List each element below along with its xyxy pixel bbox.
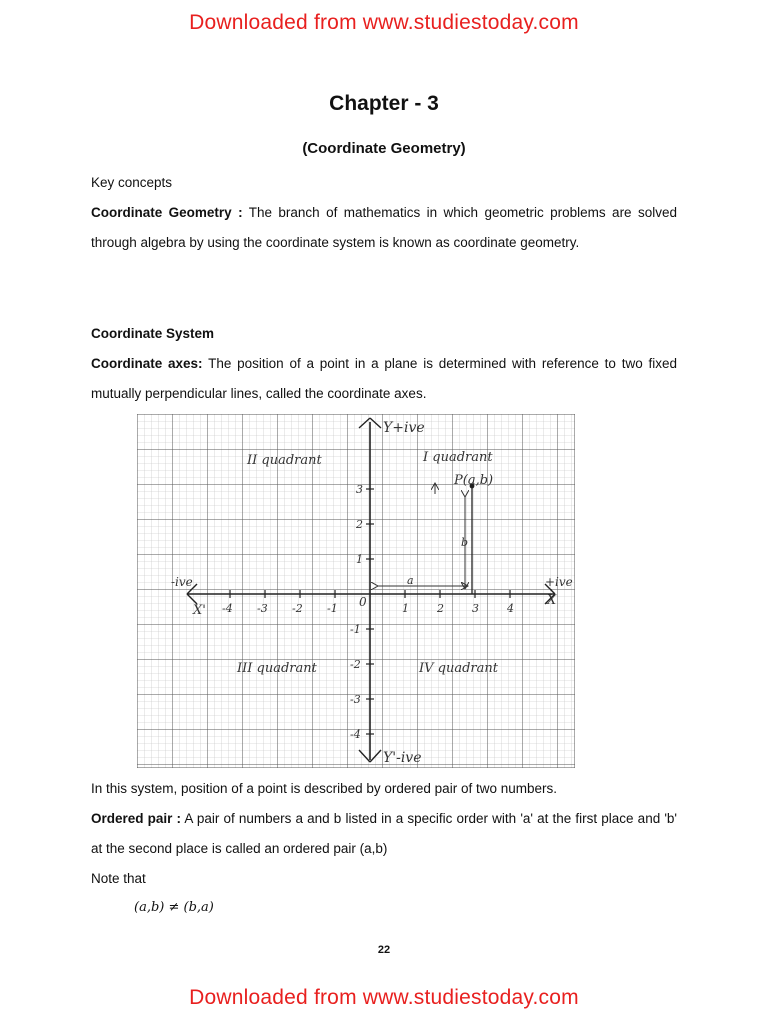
coordinate-graph-figure (137, 414, 575, 768)
quadrant-4-label: IV quadrant (419, 661, 498, 676)
download-banner-top[interactable]: Downloaded from www.studiestoday.com (189, 11, 579, 34)
quadrant-3-label: III quadrant (237, 661, 317, 676)
x-tick-label: 2 (437, 602, 444, 615)
x-tick-label: 3 (472, 602, 479, 615)
download-banner-bottom[interactable]: Downloaded from www.studiestoday.com (189, 986, 579, 1009)
x-positive-label: +ive (545, 575, 573, 589)
y-tick-label: 1 (356, 553, 363, 566)
chapter-subtitle: (Coordinate Geometry) (302, 140, 466, 157)
x-tick-label: 4 (507, 602, 514, 615)
a-label: a (407, 574, 414, 587)
coordinate-axes-definition: The position of a point in a plane is determined with reference to two fixed mutually perpendicular lines, called the coordinate axes. (91, 356, 677, 401)
y-tick-label: -2 (350, 658, 361, 671)
y-positive-label: Y+ive (383, 420, 425, 436)
graph-paper-grid (137, 414, 575, 768)
coordinate-axes-term: Coordinate axes: (91, 356, 203, 371)
point-p-label: P(a,b) (454, 473, 494, 488)
y-negative-label: Y'-ive (383, 750, 422, 766)
system-sentence: In this system, position of a point is described by ordered pair of two numbers. (91, 781, 557, 796)
x-letter: X (547, 593, 557, 608)
page-number: 22 (377, 944, 391, 956)
b-label: b (461, 536, 469, 549)
ordered-pair-definition: A pair of numbers a and b listed in a specific order with 'a' at the first place and 'b' at the second place is called an ordered pair (a,b) (91, 811, 678, 856)
chapter-title: Chapter - 3 (329, 92, 439, 115)
y-tick-label: -3 (350, 693, 361, 706)
ordered-pair-paragraph (91, 804, 677, 864)
y-tick-label: -1 (350, 623, 361, 636)
y-tick-label: 3 (356, 483, 363, 496)
x-tick-label: -1 (327, 602, 338, 615)
ordered-pair-term: Ordered pair : (91, 811, 182, 826)
coordinate-geometry-term: Coordinate Geometry : (91, 205, 243, 220)
y-tick-label: -4 (350, 728, 361, 741)
x-tick-label: -4 (222, 602, 233, 615)
x-tick-label: -2 (292, 602, 303, 615)
y-tick-label: 2 (356, 518, 363, 531)
origin-label: 0 (359, 595, 367, 609)
key-concepts-label: Key concepts (91, 175, 173, 190)
quadrant-2-label: II quadrant (247, 453, 322, 468)
coordinate-geometry-definition: The branch of mathematics in which geometric problems are solved through algebra by using the coordinate system is known as coordinate geometry. (91, 205, 677, 250)
coordinate-geometry-paragraph (91, 198, 677, 258)
x-tick-label: 1 (402, 602, 409, 615)
note-label: Note that (91, 871, 146, 886)
x-prime-letter: X' (193, 603, 206, 618)
x-tick-label: -3 (257, 602, 268, 615)
quadrant-1-label: I quadrant (423, 450, 493, 465)
coordinate-axes-paragraph (91, 349, 677, 409)
coordinate-system-heading: Coordinate System (91, 326, 215, 341)
ordered-pair-formula: (a,b) ≠ (b,a) (134, 900, 214, 915)
x-negative-label: -ive (171, 575, 193, 589)
